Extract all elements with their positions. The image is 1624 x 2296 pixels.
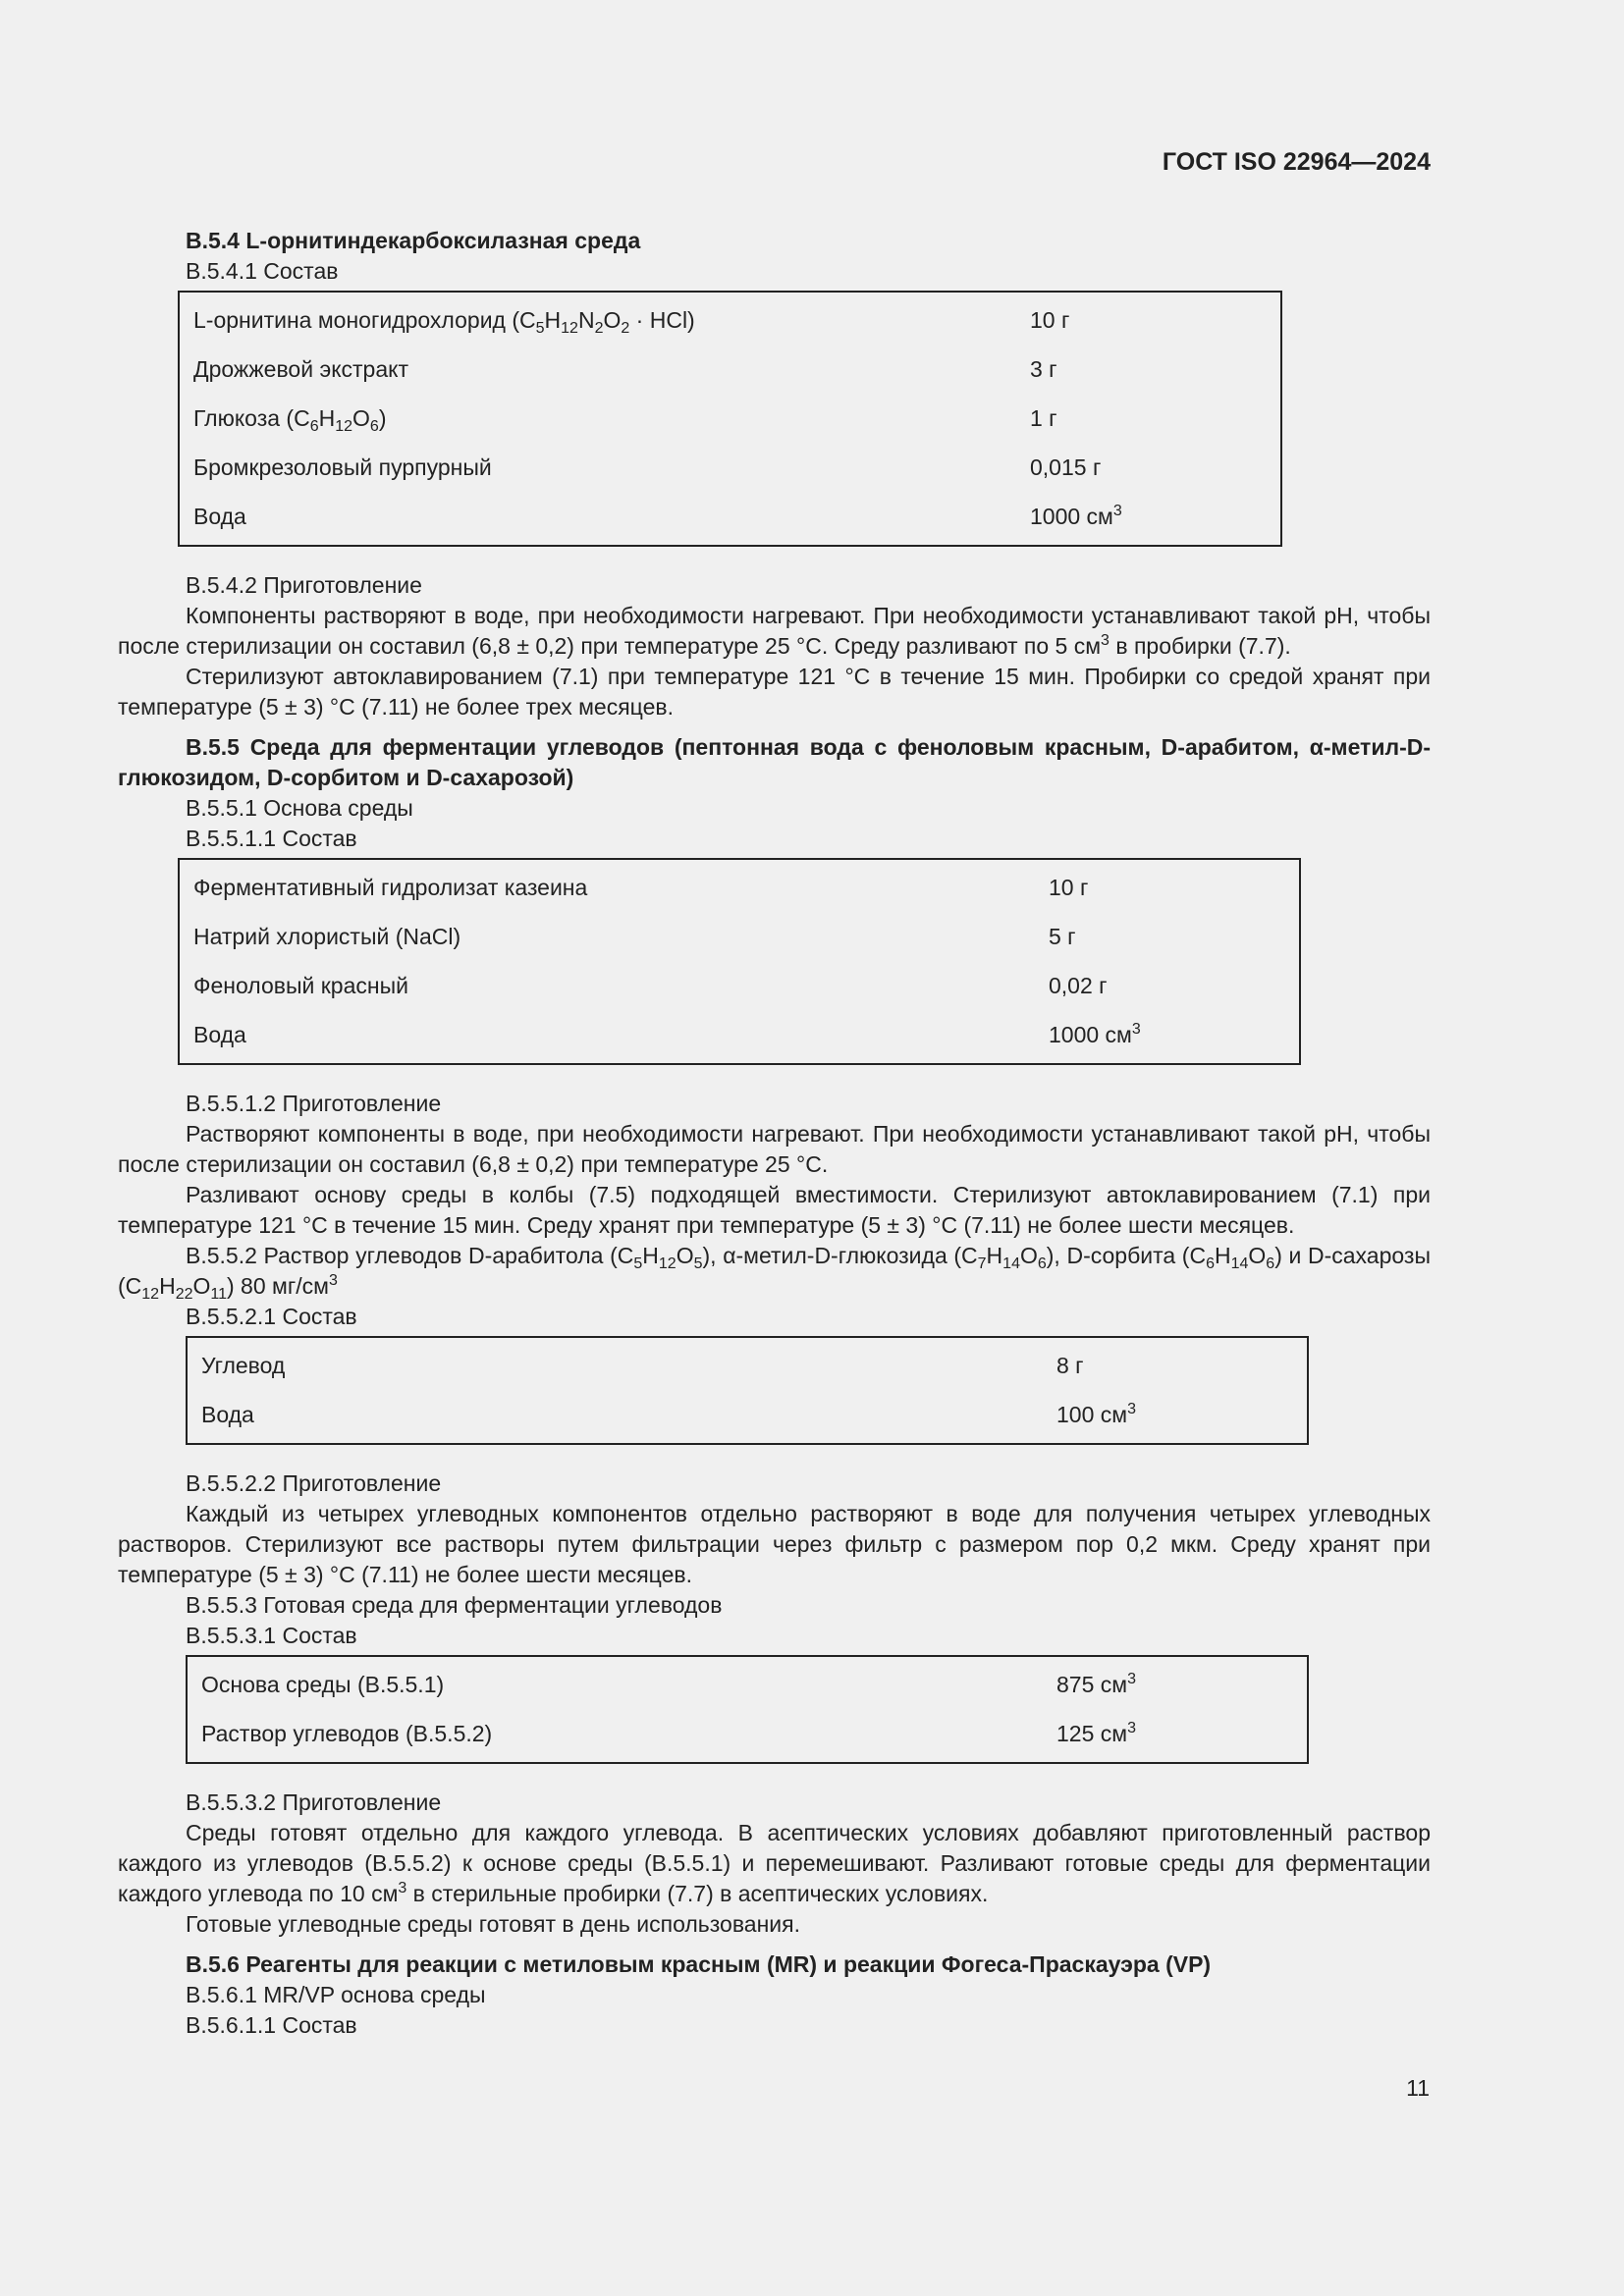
table-row: [180, 961, 1299, 1010]
component-amount: 8 г: [1056, 1352, 1084, 1378]
component-name: Дрожжевой экстракт: [193, 355, 408, 382]
table-row: [188, 1660, 1307, 1709]
component-name: L-орнитина моногидрохлорид $(С_5Н_{12}N_2O_2 \cdot HCl)$: [193, 306, 695, 337]
table-row: [180, 492, 1280, 541]
paragraph: Среды готовят отдельно для каждого углевода. В асептических условиях добавляют приготовленный раствор каждого из углеводов (В.5.5.2) к основе среды (В.5.5.1) и перемешивают. Разливают готовые среды для ферментации каждого углевода по 10 $см^3$ в стерильные пробирки (7.7) в асептических условиях.: [118, 1820, 1431, 1906]
composition-table-b5521: [186, 1336, 1309, 1445]
composition-label-b541: В.5.4.1 Состав: [186, 258, 339, 284]
component-amount: 0,02 г: [1049, 972, 1108, 998]
component-name: Раствор углеводов (В.5.5.2): [201, 1720, 493, 1746]
ready-medium-label-b553: В.5.5.3 Готовая среда для ферментации углеводов: [186, 1592, 723, 1618]
component-amount: 1000 $см^3$: [1030, 502, 1122, 529]
component-name: Вода: [193, 503, 246, 529]
component-amount: 100 $см^3$: [1056, 1400, 1136, 1427]
table-row: [188, 1341, 1307, 1390]
table-row: [188, 1390, 1307, 1439]
component-name: Основа среды (В.5.5.1): [201, 1671, 445, 1697]
component-name: Глюкоза $(С_6Н_{12}О_6)$: [193, 404, 387, 435]
composition-table-b5511: [178, 858, 1301, 1065]
component-amount: 10 г: [1049, 874, 1089, 900]
paragraph: Растворяют компоненты в воде, при необходимости нагревают. При необходимости устанавливают такой рН, чтобы после стерилизации он составил (6,8 ± 0,2) при температуре 25 °С.: [118, 1121, 1431, 1177]
section-title-b56: В.5.6 Реагенты для реакции с метиловым красным (MR) и реакции Фогеса-Праскауэра (VP): [186, 1951, 1212, 1977]
component-name: Вода: [201, 1401, 254, 1427]
carbohydrate-solution-title: В.5.5.2 Раствор углеводов D-арабитола $(С_5Н_{12}О_5)$, α-метил-D-глюкозида $(С_7Н_{14}О_6)$, D-сорбита $(С_6Н_{14}О_6)$ и D-сахарозы $(С_{12}Н_{22}О_{11})$ 80 $мг/см^3$: [118, 1243, 1431, 1303]
component-amount: 1 г: [1030, 404, 1057, 431]
table-row: [180, 863, 1299, 912]
table-row: [180, 295, 1280, 345]
paragraph: Готовые углеводные среды готовят в день использования.: [186, 1911, 800, 1937]
component-name: Углевод: [201, 1352, 286, 1378]
page-number: 11: [1406, 2075, 1430, 2101]
section-title-b54: В.5.4 L-орнитиндекарбоксилазная среда: [186, 228, 641, 253]
component-name: Натрий хлористый (NaCl): [193, 923, 461, 949]
prep-label-b5512: В.5.5.1.2 Приготовление: [186, 1091, 442, 1116]
component-name: Вода: [193, 1021, 246, 1047]
composition-label-b5611: В.5.6.1.1 Состав: [186, 2012, 357, 2038]
table-row: [180, 394, 1280, 443]
component-amount: 5 г: [1049, 923, 1076, 949]
table-row: [180, 912, 1299, 961]
composition-table-b5531: [186, 1655, 1309, 1764]
prep-label-b5522: В.5.5.2.2 Приготовление: [186, 1470, 442, 1496]
composition-table-b541: [178, 291, 1282, 547]
component-amount: 0,015 г: [1030, 454, 1102, 480]
paragraph: Компоненты растворяют в воде, при необходимости нагревают. При необходимости устанавливают такой рН, чтобы после стерилизации он составил (6,8 ± 0,2) при температуре 25 °С. Среду разливают по 5 $см^3$ в пробирки (7.7).: [118, 603, 1431, 659]
prep-label-b5532: В.5.5.3.2 Приготовление: [186, 1789, 442, 1815]
paragraph: Разливают основу среды в колбы (7.5) подходящей вместимости. Стерилизуют автоклавированием (7.1) при температуре 121 °С в течение 15 мин. Среду хранят при температуре (5 ± 3) °С (7.11) не более шести месяцев.: [118, 1182, 1431, 1238]
table-row: [180, 345, 1280, 394]
prep-label-b542: В.5.4.2 Приготовление: [186, 572, 422, 598]
paragraph: Стерилизуют автоклавированием (7.1) при температуре 121 °С в течение 15 мин. Пробирки со средой хранят при температуре (5 ± 3) °С (7.11) не более трех месяцев.: [118, 664, 1431, 720]
composition-label-b5531: В.5.5.3.1 Состав: [186, 1623, 357, 1648]
component-name: Бромкрезоловый пурпурный: [193, 454, 492, 480]
component-amount: 10 г: [1030, 306, 1070, 333]
composition-label-b5511: В.5.5.1.1 Состав: [186, 826, 357, 851]
component-name: Феноловый красный: [193, 972, 408, 998]
paragraph: Каждый из четырех углеводных компонентов отдельно растворяют в воде для получения четырех углеводных растворов. Стерилизуют все растворы путем фильтрации через фильтр с размером пор 0,2 мкм. Среду хранят при температуре (5 ± 3) °С (7.11) не более шести месяцев.: [118, 1501, 1431, 1587]
table-row: [188, 1709, 1307, 1758]
component-name: Ферментативный гидролизат казеина: [193, 874, 588, 900]
base-label-b561: В.5.6.1 MR/VP основа среды: [186, 1982, 486, 2007]
page-content: [118, 226, 1431, 2041]
table-row: [180, 1010, 1299, 1059]
component-amount: 1000 $см^3$: [1049, 1020, 1141, 1047]
section-title-b55: В.5.5 Среда для ферментации углеводов (пептонная вода с феноловым красным, D-арабитом, α-метил-D-глюкозидом, D-сорбитом и D-сахарозой): [118, 734, 1431, 790]
composition-label-b5521: В.5.5.2.1 Состав: [186, 1304, 357, 1329]
component-amount: 875 $см^3$: [1056, 1670, 1136, 1697]
component-amount: 3 г: [1030, 355, 1057, 382]
component-amount: 125 $см^3$: [1056, 1719, 1136, 1746]
document-id: ГОСТ ISO 22964—2024: [1162, 148, 1431, 176]
base-label-b551: В.5.5.1 Основа среды: [186, 795, 413, 821]
table-row: [180, 443, 1280, 492]
